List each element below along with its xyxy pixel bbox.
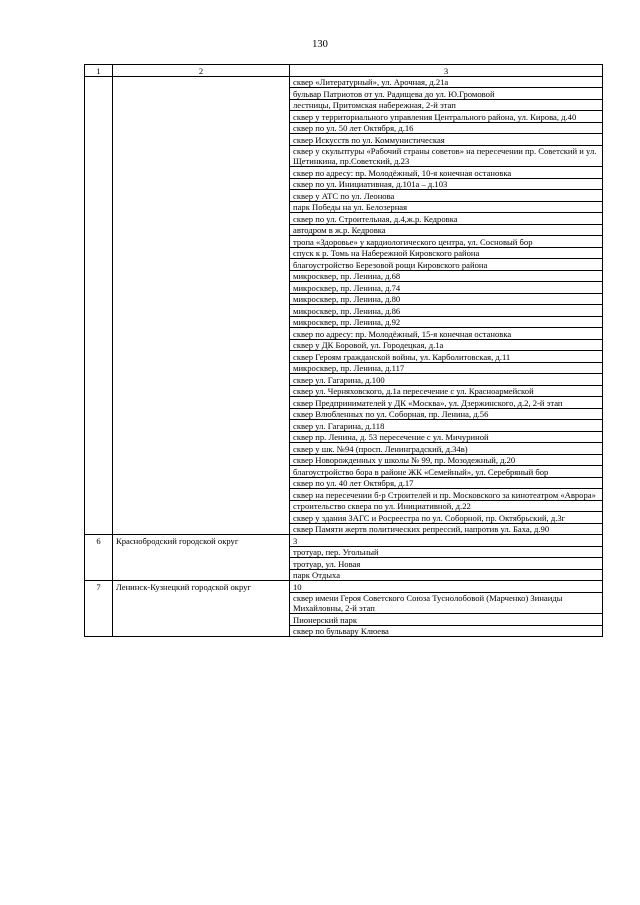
object-cell: сквер пр. Ленина, д. 53 пересечение с ул. Мичуриной [290,431,603,443]
object-cell: тропа «Здоровье» у кардиологического центра, ул. Сосновый бор [290,236,603,248]
object-cell: микросквер, пр. Ленина, д.68 [290,270,603,282]
object-cell: автодром в ж.р. Кедровка [290,224,603,236]
table-header-row [85,65,603,77]
object-cell: тротуар, пер. Угольный [290,546,603,558]
object-cell: сквер на пересечении б-р Строителей и пр. Московского за кинотеатром «Аврора» [290,489,603,501]
section-number: 7 [85,581,113,637]
object-cell: парк Победы на ул. Белозерная [290,201,603,213]
object-cell: сквер по бульвару Клюева [290,625,603,637]
object-cell: микросквер, пр. Ленина, д.80 [290,293,603,305]
object-cell: строительство сквера по ул. Инициативной, д.22 [290,500,603,512]
object-cell: сквер по ул. Строительная, д.4,ж.р. Кедровка [290,213,603,225]
header-cell-2: 2 [113,65,290,77]
object-cell: лестницы, Притомская набережная, 2-й этап [290,99,603,111]
object-cell: сквер по адресу: пр. Молодёжный, 15-я конечная остановка [290,328,603,340]
object-cell: 3 [290,535,603,547]
object-cell: сквер у территориального управления Центрального района, ул. Кирова, д.40 [290,111,603,123]
object-cell: парк Отдыха [290,569,603,581]
section-number [85,76,113,535]
table-row [85,581,603,593]
object-cell: тротуар, ул. Новая [290,558,603,570]
table-row [85,535,603,547]
object-cell: сквер по ул. 40 лет Октября, д.17 [290,477,603,489]
section-name [113,76,290,535]
object-cell: микросквер, пр. Ленина, д.117 [290,362,603,374]
object-cell: сквер ул. Гагарина, д.118 [290,420,603,432]
object-cell: сквер Памяти жертв политических репрессий, напротив ул. Баха, д.90 [290,523,603,535]
object-cell: Пионерский парк [290,614,603,626]
object-cell: сквер Влюбленных по ул. Соборная, пр. Ленина, д.56 [290,408,603,420]
object-cell: микросквер, пр. Ленина, д.86 [290,305,603,317]
document-table [84,64,603,637]
object-cell: благоустройство Березовой рощи Кировского района [290,259,603,271]
object-cell: сквер Предпринимателей у ДК «Москва», ул. Дзержинского, д.2, 2-й этап [290,397,603,409]
object-cell: сквер у АТС по ул. Леонова [290,190,603,202]
header-cell-3: 3 [290,65,603,77]
header-cell-1: 1 [85,65,113,77]
table-row [85,76,603,88]
object-cell: сквер «Литературный», ул. Арочная, д.21а [290,76,603,88]
object-cell: сквер у скульптуры «Рабочий страны советов» на пересечении пр. Советский и ул. Щетинкина, пр.Советский, д.23 [290,145,603,167]
object-cell: сквер ул. Черняховского, д.1а пересечение с ул. Красноармейской [290,385,603,397]
object-cell: бульвар Патриотов от ул. Радищева до ул. Ю.Громовой [290,88,603,100]
object-cell: сквер по ул. Инициативная, д.101а – д.103 [290,178,603,190]
object-cell: сквер у шк. №94 (просп. Ленинградский, д.34в) [290,443,603,455]
object-cell: сквер Героям гражданской войны, ул. Карболитовская, д.11 [290,351,603,363]
object-cell: сквер ул. Гагарина, д.100 [290,374,603,386]
object-cell: сквер по ул. 50 лет Октября, д.16 [290,122,603,134]
object-cell: микросквер, пр. Ленина, д.92 [290,316,603,328]
object-cell: сквер по адресу: пр. Молодёжный, 10-я конечная остановка [290,167,603,179]
section-number: 6 [85,535,113,581]
object-cell: сквер Искусств по ул. Коммунистическая [290,134,603,146]
section-name: Краснобродский городской округ [113,535,290,581]
object-cell: сквер у здания ЗАГС и Росреестра по ул. Соборной, пр. Октябрьский, д.3г [290,512,603,524]
page-number: 130 [312,39,328,50]
object-cell: сквер у ДК Боровой, ул. Городецкая, д.1а [290,339,603,351]
object-cell: сквер имени Героя Советского Союза Туснолобовой (Марченко) Зинаиды Михайловны, 2-й этап [290,592,603,614]
object-cell: сквер Новорожденных у школы № 99, пр. Мозодежный, д.20 [290,454,603,466]
object-cell: 10 [290,581,603,593]
section-name: Ленинск-Кузнецкий городской округ [113,581,290,637]
object-cell: благоустройство бора в районе ЖК «Семейный», ул. Серебряный бор [290,466,603,478]
object-cell: микросквер, пр. Ленина, д.74 [290,282,603,294]
object-cell: спуск к р. Томь на Набережной Кировского района [290,247,603,259]
